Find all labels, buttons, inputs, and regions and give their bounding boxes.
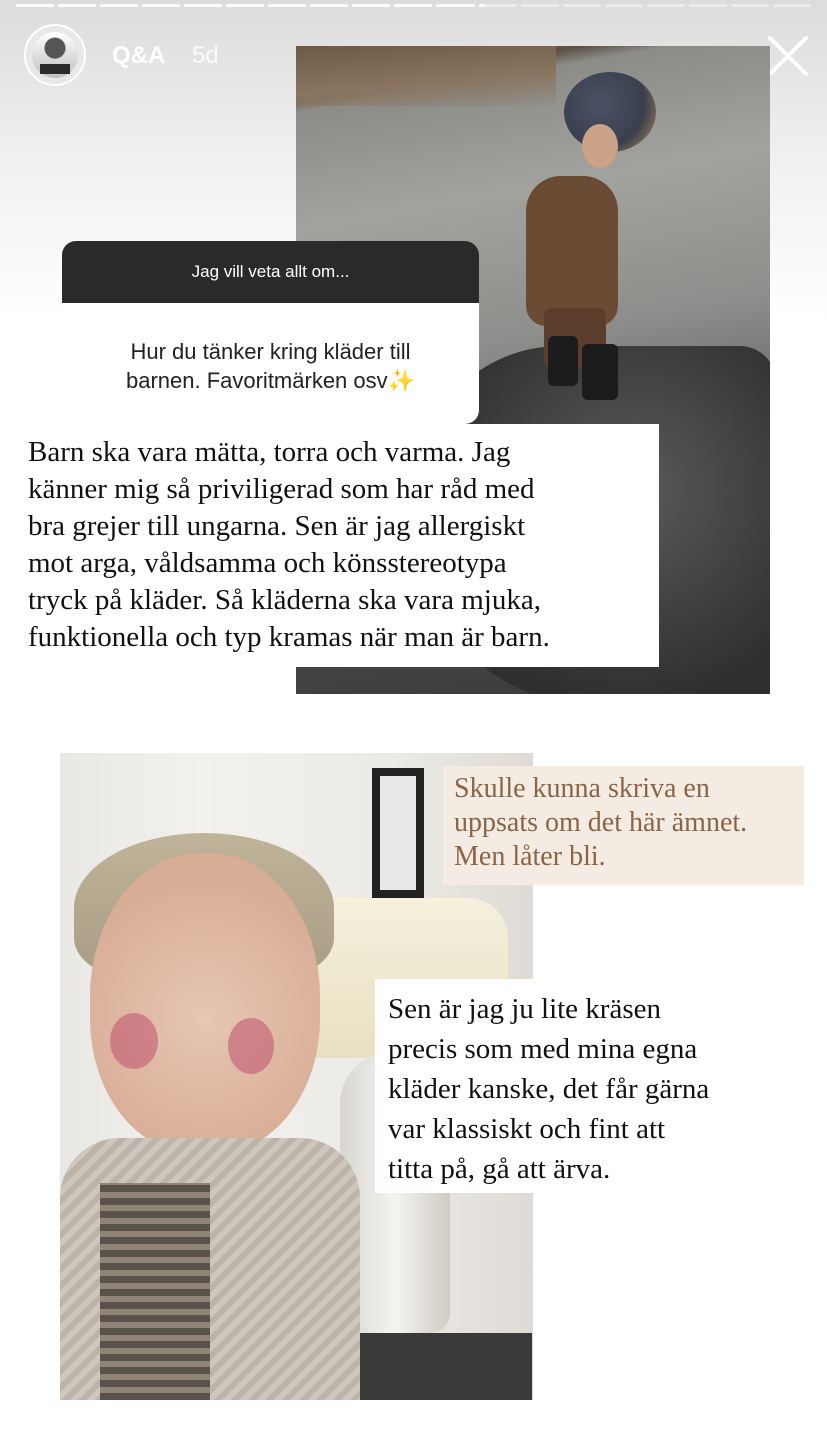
progress-segment bbox=[142, 4, 180, 7]
answer-line: Sen är jag ju lite kräsen bbox=[388, 993, 661, 1025]
progress-fill bbox=[58, 4, 96, 7]
progress-fill bbox=[268, 4, 306, 7]
progress-fill bbox=[184, 4, 222, 7]
progress-segment bbox=[436, 4, 474, 7]
progress-fill bbox=[352, 4, 390, 7]
question-sticker-header: Jag vill veta allt om... bbox=[62, 241, 479, 303]
answer-line: funktionella och typ kramas när man är barn. bbox=[28, 621, 550, 653]
progress-segment bbox=[394, 4, 432, 7]
answer-line: var klassiskt och fint att bbox=[388, 1113, 666, 1145]
question-text bbox=[62, 303, 479, 395]
note-line: Men låter bli. bbox=[454, 841, 606, 872]
note-line: Skulle kunna skriva en bbox=[454, 773, 710, 804]
answer-line: mot arga, våldsamma och könsstereotypa bbox=[28, 547, 507, 579]
progress-segment bbox=[521, 4, 559, 7]
progress-fill bbox=[436, 4, 474, 7]
progress-fill bbox=[310, 4, 348, 7]
progress-fill bbox=[479, 4, 485, 7]
answer-line: Barn ska vara mätta, torra och varma. Jag bbox=[28, 436, 511, 468]
answer-line: tryck på kläder. Så kläderna ska vara mjuka, bbox=[28, 584, 541, 616]
story-progress bbox=[16, 4, 811, 7]
answer-line: precis som med mina egna bbox=[388, 1033, 698, 1065]
progress-fill bbox=[226, 4, 264, 7]
question-line: barnen. Favoritmärken osv✨ bbox=[125, 368, 416, 393]
progress-segment bbox=[100, 4, 138, 7]
answer-line: titta på, gå att ärva. bbox=[388, 1153, 611, 1185]
progress-segment bbox=[647, 4, 685, 7]
close-icon[interactable] bbox=[764, 32, 812, 80]
story-timestamp: 5d bbox=[192, 42, 219, 69]
story-title: Q&A bbox=[112, 42, 166, 69]
answer-line: bra grejer till ungarna. Sen är jag allergiskt bbox=[28, 510, 526, 542]
progress-segment bbox=[479, 4, 517, 7]
progress-segment bbox=[184, 4, 222, 7]
progress-segment bbox=[310, 4, 348, 7]
progress-segment bbox=[731, 4, 769, 7]
progress-fill bbox=[394, 4, 432, 7]
answer-line: känner mig så priviligerad som har råd med bbox=[28, 473, 535, 505]
progress-segment bbox=[226, 4, 264, 7]
progress-segment bbox=[563, 4, 601, 7]
progress-segment bbox=[16, 4, 54, 7]
answer-text-box-2 bbox=[375, 979, 807, 1193]
note-text-box bbox=[443, 766, 804, 885]
progress-segment bbox=[605, 4, 643, 7]
progress-segment bbox=[689, 4, 727, 7]
progress-fill bbox=[100, 4, 138, 7]
question-line: Hur du tänker kring kläder till bbox=[130, 339, 411, 364]
question-sticker bbox=[62, 241, 479, 424]
answer-text-box bbox=[18, 424, 659, 667]
progress-fill bbox=[16, 4, 54, 7]
answer-line: kläder kanske, det får gärna bbox=[388, 1073, 710, 1105]
progress-segment bbox=[58, 4, 96, 7]
progress-fill bbox=[142, 4, 180, 7]
progress-segment bbox=[773, 4, 811, 7]
note-line: uppsats om det här ämnet. bbox=[454, 807, 748, 838]
progress-segment bbox=[268, 4, 306, 7]
progress-segment bbox=[352, 4, 390, 7]
avatar[interactable] bbox=[24, 24, 86, 86]
